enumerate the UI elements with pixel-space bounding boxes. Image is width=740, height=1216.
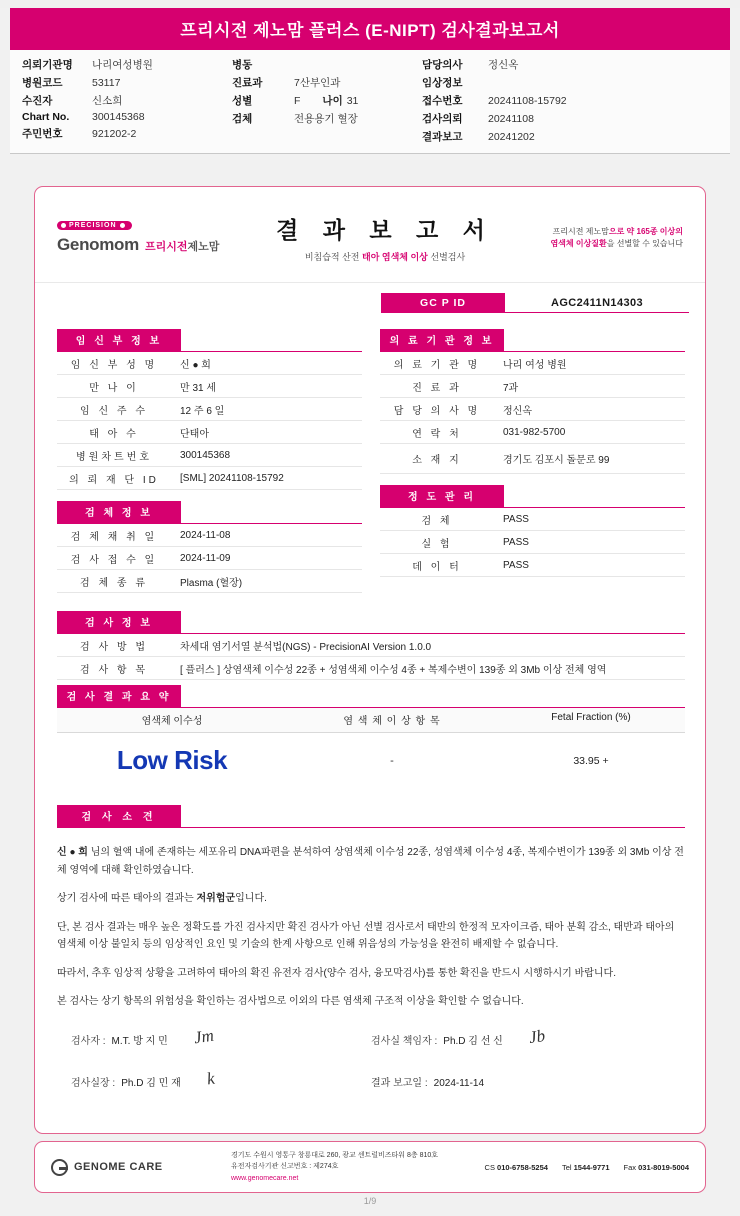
field-report-date-value: 20241202 [488,131,535,143]
brand-name-kr2: 제노맘 [187,241,220,253]
page-title: 프리시전 제노맘 플러스 (E-NIPT) 검사결과보고서 [10,8,730,50]
lab-manager-value: Ph.D 김 선 신 [443,1036,503,1047]
field-receipt-no-label: 접수번호 [422,95,463,107]
table-row [57,547,362,570]
lab-manager-signature-icon: Jb [527,1025,547,1048]
row-key: 의 료 기 관 명 [380,352,494,375]
field-ward-label: 병동 [232,59,253,71]
table-row [380,375,685,398]
card-note-line-1 [513,226,683,238]
patient-header-col-3 [422,57,567,144]
row-key: 임 신 주 수 [57,398,171,421]
row-value: 2024-11-08 [171,524,362,547]
field-hospital-code-value: 53117 [92,77,121,89]
card-title-block [257,212,513,263]
abnormal-items-value: - [390,754,394,767]
row-key: 검 사 항 목 [57,657,171,680]
field-age-value: 31 [346,95,359,107]
field-doctor-value: 정신옥 [488,59,519,71]
precision-badge-label: PRECISION [69,222,117,229]
row-key: 실 험 [380,531,494,554]
tester-label: 검사자 : [71,1036,106,1047]
brand-block [57,220,257,255]
table-row [57,467,362,490]
row-key: 소 재 지 [380,444,494,474]
row-value: 차세대 염기서열 분석법(NGS) - PrecisionAI Version 1.0.0 [171,634,685,657]
footer-contact-cs [485,1163,548,1172]
table-row [380,444,685,474]
table-row [380,421,685,444]
section-test-info [57,611,685,680]
report-date-label: 결과 보고일 : [371,1078,428,1089]
field-sex-value: F [294,95,301,107]
field-ward [232,57,422,72]
field-request-date-value: 20241108 [488,113,534,125]
field-sex-age [232,93,422,108]
lab-manager-label: 검사실 책임자 : [371,1036,438,1047]
field-receipt-no-value: 20241108-15792 [488,95,567,107]
card-note-post: 을 선별할 수 있습니다 [606,238,683,248]
footer-contact-tel-label: Tel [561,1162,572,1172]
card-title: 결 과 보 고 서 [276,217,494,243]
section-hospital-info [380,329,685,474]
table-row [57,444,362,467]
signature-block [71,1027,671,1111]
field-department [232,75,422,90]
field-department-label: 진료과 [232,77,263,89]
field-patient-name [22,93,232,108]
row-key: 검 사 방 법 [57,634,171,657]
card-note-brand: 프리시전 제노맘 [552,226,609,236]
risk-result: Low Risk [116,745,228,775]
row-value: 300145368 [171,444,362,467]
footer-contact-fax [624,1163,690,1172]
field-patient-name-value: 신소희 [92,95,123,107]
row-key: 진 료 과 [380,375,494,398]
field-sex-label: 성별 [232,95,253,107]
lab-manager-field [371,1027,671,1047]
field-resident-no-value: 921202-2 [92,128,137,140]
report-date-field [371,1069,671,1089]
footer-card [34,1141,706,1193]
right-column [380,329,685,593]
field-chart-no-value: 300145368 [92,111,145,123]
field-chart-no [22,111,232,123]
field-hospital-code [22,75,232,90]
footer-address-line-1: 경기도 수원시 영통구 창룡대로 260, 광교 센트럴비즈타워 8층 810호 [231,1152,439,1160]
field-doctor-label: 담당의사 [422,59,463,71]
row-value: Plasma (혈장) [171,570,362,593]
patient-header-col-2 [232,57,422,144]
card-note-hi-1: 으로 약 165종 이상의 [608,226,683,236]
row-key: 태 아 수 [57,421,171,444]
result-summary-body [57,733,685,782]
row-value: 경기도 김포시 돌문로 99 [494,444,685,474]
section-opinion [57,805,685,1022]
row-key: 검 체 [380,508,494,531]
footer-contact-fax-value: 031-8019-5004 [638,1162,689,1172]
lab-chief-field [71,1069,371,1089]
info-columns [57,329,685,593]
row-value: 단태아 [171,421,362,444]
opinion-paragraph-4: 따라서, 추후 임상적 상황을 고려하여 태아의 확진 유전자 검사(양수 검사, 융모막검사)를 통한 확진을 반드시 시행하시기 바랍니다. [57,967,616,979]
section-result-summary [57,685,685,782]
fetal-fraction-value: 33.95 + [573,754,609,767]
card-subtitle-highlight: 태아 염색체 이상 [362,252,428,262]
field-request-date [422,111,567,126]
opinion-paragraph-2-pre: 상기 검사에 따른 태아의 결과는 [57,893,197,904]
opinion-patient-name: 신 ● 희 [57,847,88,858]
row-key: 검 체 채 취 일 [57,524,171,547]
risk-cell [57,745,287,776]
test-info-table [57,634,685,680]
opinion-paragraph-2-post: 입니다. [235,893,267,904]
row-key: 만 나 이 [57,375,171,398]
section-title-sample-info: 검 체 정 보 [57,501,181,523]
column-header-abnormal-items: 염 색 체 이 상 항 목 [343,716,441,727]
table-row [57,352,362,375]
genome-care-logo [51,1159,231,1176]
section-title-qc-info: 정 도 관 리 [380,485,504,507]
opinion-paragraph-1-rest: 님의 혈액 내에 존재하는 세포유리 DNA파편을 분석하여 상염색체 이수성 22종, 성염색체 이수성 4종, 복제수변이가 139종 외 3Mb 이상 전체 영역에 대해 확인하였습니다. [57,847,684,876]
footer-website-link[interactable]: www.genomecare.net [231,1174,299,1182]
row-value: 나리 여성 병원 [494,352,685,375]
result-summary-header [57,708,685,733]
table-row [57,398,362,421]
genome-care-label: GENOME CARE [74,1161,163,1173]
table-row [57,524,362,547]
field-patient-name-label: 수진자 [22,95,53,107]
row-key: 병원차트번호 [57,444,171,467]
qc-info-table [380,508,685,577]
section-title-result-summary: 검 사 결 과 요 약 [57,685,181,707]
row-value: 7과 [494,375,685,398]
section-title-hospital-info: 의 료 기 관 정 보 [380,329,504,351]
field-age-label: 나이 [322,95,343,107]
gcp-id-block [381,293,689,313]
table-row [380,531,685,554]
row-value: PASS [494,554,685,577]
section-title-test-info: 검 사 정 보 [57,611,181,633]
left-column [57,329,362,593]
report-page [0,8,740,1216]
section-sample-info [57,501,362,593]
card-note-hi-2: 염색체 이상질환 [550,238,607,248]
field-specimen-value: 전용용기 혈장 [294,113,358,125]
brand-name-row [57,235,257,255]
field-clinical-info [422,75,567,90]
table-row [57,375,362,398]
opinion-body [57,844,685,1011]
row-key: 데 이 터 [380,554,494,577]
section-title-opinion: 검 사 소 견 [57,805,181,827]
dot-icon [61,223,66,228]
card-header [35,187,705,283]
card-subtitle-post: 선별검사 [427,252,466,262]
genome-care-icon [51,1159,68,1176]
report-date-value: 2024-11-14 [433,1078,485,1089]
row-key: 임 신 부 성 명 [57,352,171,375]
row-key: 연 락 처 [380,421,494,444]
card-note-line-2 [513,238,683,250]
field-specimen-label: 검체 [232,113,253,125]
field-specimen [232,111,422,126]
lab-chief-label: 검사실장 : [71,1078,116,1089]
row-value: [SML] 20241108-15792 [171,467,362,490]
table-row [57,570,362,593]
section-qc-info [380,485,685,577]
field-institution-value: 나리여성병원 [92,59,153,71]
footer-contact-tel [562,1163,610,1172]
table-row [380,352,685,375]
report-card [34,186,706,1134]
field-hospital-code-label: 병원코드 [22,77,63,89]
signature-row-2 [71,1069,671,1089]
field-request-date-label: 검사의뢰 [422,113,463,125]
row-key: 담 당 의 사 명 [380,398,494,421]
column-header-aneuploidy: 염색체 이수성 [141,716,203,727]
footer-address [231,1150,485,1184]
patient-header [10,50,730,154]
field-chart-no-label: Chart No. [22,111,70,123]
signature-row-1 [71,1027,671,1047]
dot-icon [120,223,125,228]
footer-contact-cs-value: 010-6758-5254 [497,1162,548,1172]
footer-contact-fax-label: Fax [623,1162,637,1172]
field-institution-label: 의뢰기관명 [22,59,73,71]
divider [57,827,685,828]
brand-name-kr: 프리시전 [144,241,188,253]
sample-info-table [57,524,362,593]
field-doctor [422,57,567,72]
table-row [380,554,685,577]
hospital-info-table [380,352,685,474]
tester-value: M.T. 방 지 민 [111,1036,168,1047]
field-receipt-no [422,93,567,108]
column-header-fetal-fraction: Fetal Fraction (%) [551,712,631,723]
footer-address-line-2: 유전자검사기관 신고번호 : 제274호 [231,1163,339,1171]
field-institution [22,57,232,72]
row-key: 의 뢰 재 단 ID [57,467,171,490]
field-report-date [422,129,567,144]
precision-badge [57,221,132,230]
footer-contact-tel-value: 1544-9771 [573,1162,610,1172]
gcp-id-value: AGC2411N14303 [505,293,689,313]
section-pregnant-info [57,329,362,490]
tester-signature-icon: Jm [192,1025,215,1048]
row-value: [ 플러스 ] 상염색체 이수성 22종 + 성염색체 이수성 4종 + 복제수변이 139종 외 3Mb 이상 전체 영역 [171,657,685,680]
footer-contact-cs-label: CS [484,1162,495,1172]
brand-name: Genomom [57,235,139,254]
opinion-paragraph-5: 본 검사는 상기 항목의 위험성을 확인하는 검사법으로 이외의 다른 염색체 구조적 이상을 확인할 수 없습니다. [57,996,524,1007]
row-value: PASS [494,508,685,531]
opinion-paragraph-2 [57,890,685,908]
card-subtitle-pre: 비침습적 산전 [304,252,362,262]
table-row [57,421,362,444]
row-key: 검 체 종 류 [57,570,171,593]
field-department-value: 7산부인과 [294,77,341,89]
gcp-id-label: GC P ID [381,293,505,313]
card-note [513,226,683,250]
table-row [57,657,685,680]
table-row [380,508,685,531]
page-number: 1/9 [363,1196,377,1206]
row-value: 2024-11-09 [171,547,362,570]
table-row [380,398,685,421]
lab-chief-value: Ph.D 김 민 재 [121,1078,181,1089]
table-row [57,634,685,657]
lab-chief-signature-icon: k [205,1068,216,1089]
pregnant-info-table [57,352,362,490]
card-subtitle [257,250,513,263]
field-resident-no-label: 주민번호 [22,128,63,140]
section-title-pregnant-info: 임 신 부 정 보 [57,329,181,351]
tester-field [71,1027,371,1047]
field-clinical-info-label: 임상정보 [422,77,463,89]
opinion-risk-term: 저위험군 [196,893,236,904]
field-resident-no [22,126,232,141]
row-value: 031-982-5700 [494,421,685,444]
row-value: 만 31 세 [171,375,362,398]
row-key: 검 사 접 수 일 [57,547,171,570]
row-value: 정신옥 [494,398,685,421]
opinion-paragraph-3: 단, 본 검사 결과는 매우 높은 정확도를 가진 검사지만 확진 검사가 아닌 선별 검사로서 태반의 한정적 모자이크즘, 태아 분획 감소, 태반과 태아의 염색체 이상 불일치 등의 임상적인 요인 및 기술의 한계 사항으로 인해 위음성의 가능성을 완전히 배제할 수 없습니다. [57,921,675,950]
row-value: PASS [494,531,685,554]
patient-header-col-1 [22,57,232,144]
field-report-date-label: 결과보고 [422,131,463,143]
footer-contacts [485,1163,689,1172]
opinion-paragraph-1 [57,844,685,879]
row-value: 신 ● 희 [171,352,362,375]
row-value: 12 주 6 일 [171,398,362,421]
